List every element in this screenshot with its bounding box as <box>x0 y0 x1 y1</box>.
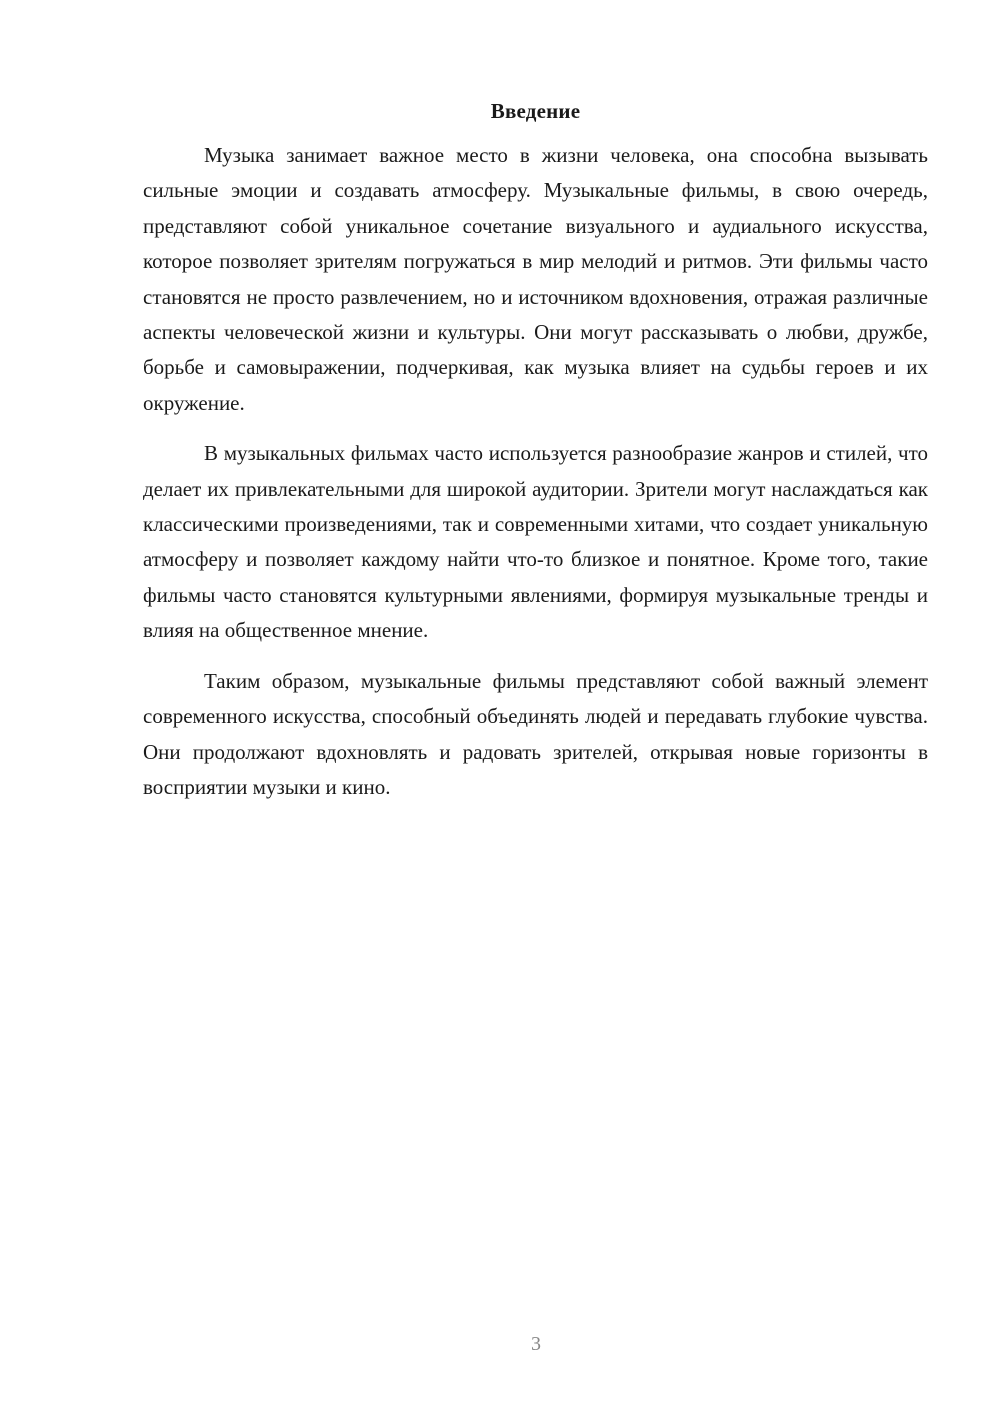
page-content <box>143 96 928 820</box>
paragraph-1: Музыка занимает важное место в жизни человека, она способна вызывать сильные эмоции и создавать атмосферу. Музыкальные фильмы, в свою очередь, представляют собой уникальное сочетание визуального и аудиального искусства, которое позволяет зрителям погружаться в мир мелодий и ритмов. Эти фильмы часто становятся не просто развлечением, но и источником вдохновения, отражая различные аспекты человеческой жизни и культуры. Они могут рассказывать о любви, дружбе, борьбе и самовыражении, подчеркивая, как музыка влияет на судьбы героев и их окружение. <box>143 143 928 415</box>
paragraph-2: В музыкальных фильмах часто используется разнообразие жанров и стилей, что делает их привлекательными для широкой аудитории. Зрители могут наслаждаться как классическими произведениями, так и современными хитами, что создает уникальную атмосферу и позволяет каждому найти что-то близкое и понятное. Кроме того, такие фильмы часто становятся культурными явлениями, формируя музыкальные тренды и влияя на общественное мнение. <box>143 441 928 643</box>
page-number: 3 <box>531 1333 541 1355</box>
section-heading: Введение <box>490 99 581 123</box>
paragraph-3: Таким образом, музыкальные фильмы представляют собой важный элемент современного искусства, способный объединять людей и передавать глубокие чувства. Они продолжают вдохновлять и радовать зрителей, открывая новые горизонты в восприятии музыки и кино. <box>143 668 928 799</box>
